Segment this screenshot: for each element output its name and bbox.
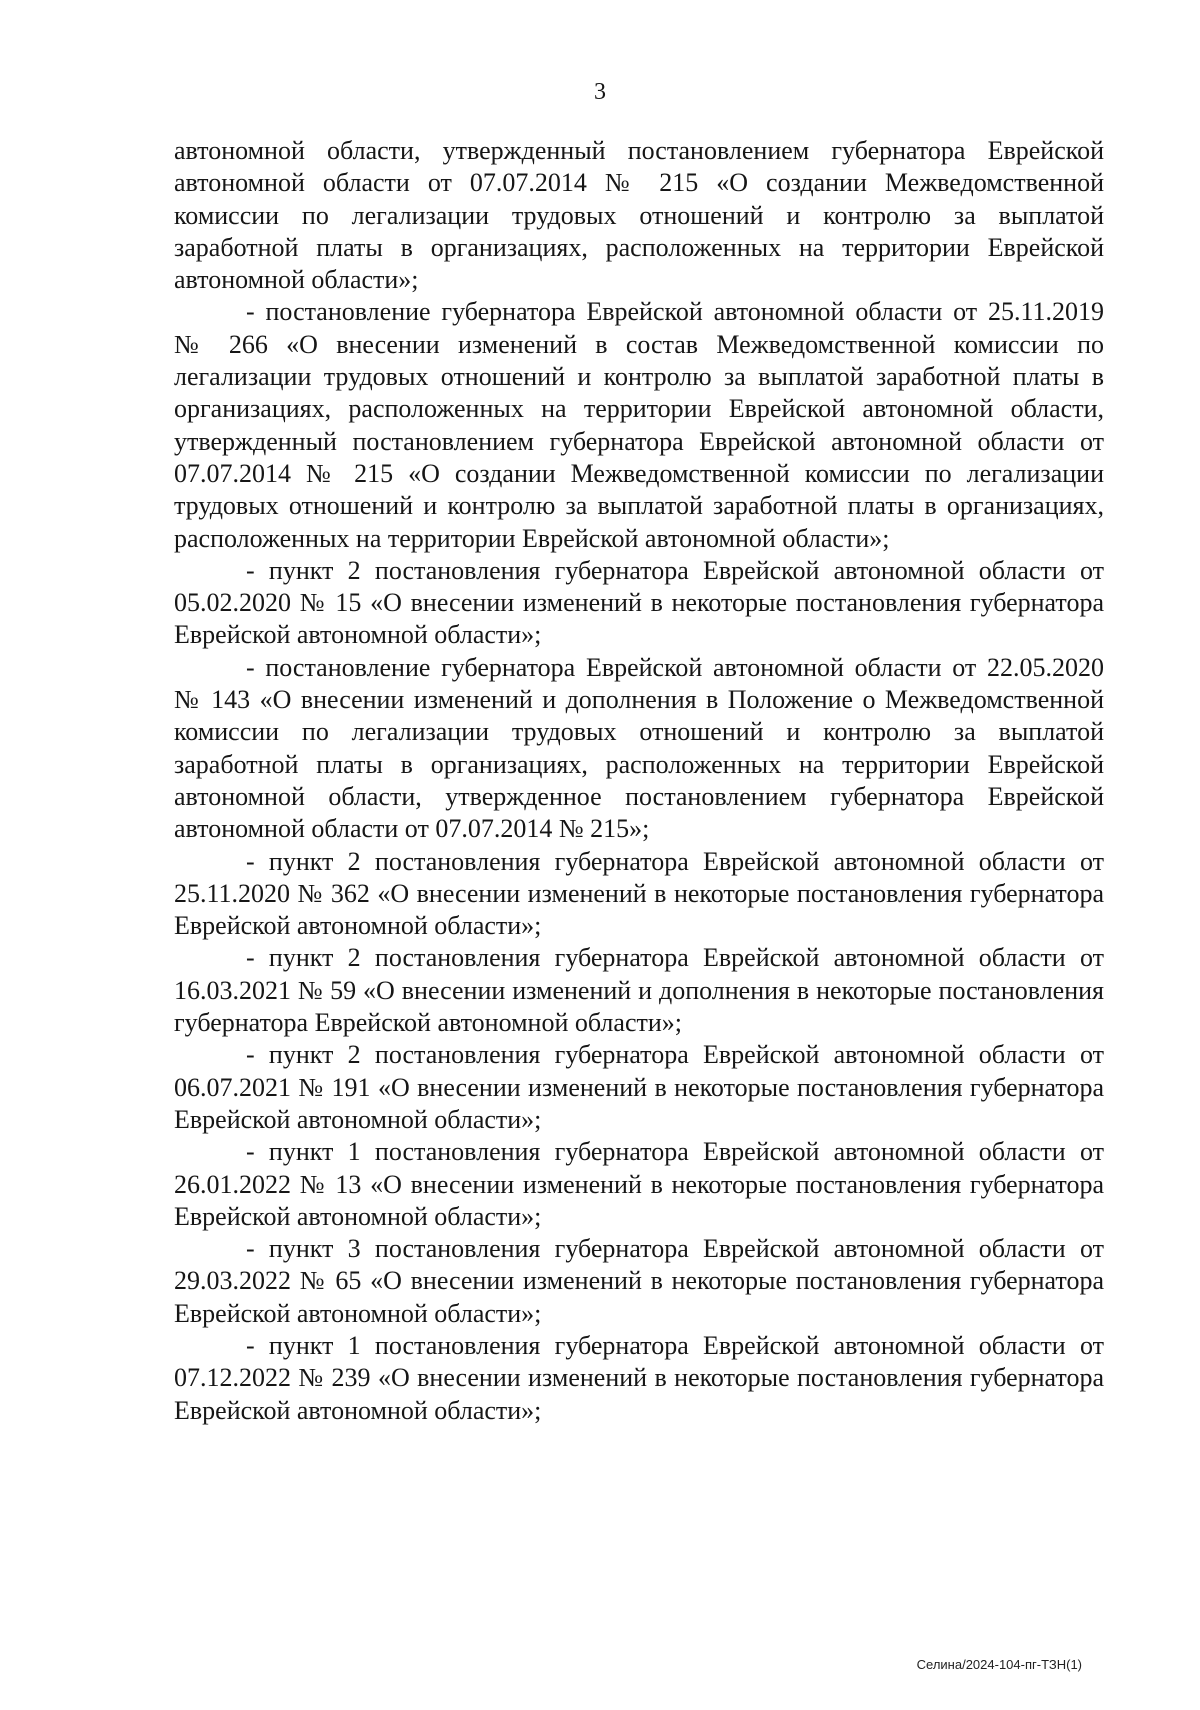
page-number: 3 <box>594 79 606 105</box>
list-item-9: - пункт 1 постановления губернатора Еврейской автономной области от 07.12.2022 № 239 «О внесении изменений в некоторые постановления губернатора Еврейской автономной области»; <box>174 1330 1104 1425</box>
list-item-5: - пункт 2 постановления губернатора Еврейской автономной области от 16.03.2021 № 59 «О внесении изменений и дополнения в некоторые постановления губернатора Еврейской автономной области»; <box>174 943 1104 1038</box>
footer-document-code: Селина/2024-104-пг-ТЗН(1) <box>916 1657 1082 1672</box>
list-item-4: - пункт 2 постановления губернатора Еврейской автономной области от 25.11.2020 № 362 «О внесении изменений в некоторые постановления губернатора Еврейской автономной области»; <box>174 846 1104 941</box>
paragraph-0: автономной области, утвержденный постановлением губернатора Еврейской автономной области от 07.07.2014 № 215 «О создании Межведомственной комиссии по легализации трудовых отношений и контролю за выплатой заработной платы в организациях, расположенных на территории Еврейской автономной области»; <box>174 136 1104 295</box>
list-item-2: - пункт 2 постановления губернатора Еврейской автономной области от 05.02.2020 № 15 «О внесении изменений в некоторые постановления губернатора Еврейской автономной области»; <box>174 555 1104 650</box>
list-item-1: - постановление губернатора Еврейской автономной области от 25.11.2019 № 266 «О внесении изменений в состав Межведомственной комиссии по легализации трудовых отношений и контролю за выплатой заработной платы в организациях, расположенных на территории Еврейской автономной области, утвержденный постановлением губернатора Еврейской автономной области от 07.07.2014 № 215 «О создании Межведомственной комиссии по легализации трудовых отношений и контролю за выплатой заработной платы в организациях, расположенных на территории Еврейской автономной области»; <box>174 297 1104 553</box>
document-body <box>174 135 1104 1427</box>
list-item-3: - постановление губернатора Еврейской автономной области от 22.05.2020 № 143 «О внесении изменений и дополнения в Положение о Межведомственной комиссии по легализации трудовых отношений и контролю за выплатой заработной платы в организациях, расположенных на территории Еврейской автономной области, утвержденное постановлением губернатора Еврейской автономной области от 07.07.2014 № 215»; <box>174 652 1104 844</box>
list-item-8: - пункт 3 постановления губернатора Еврейской автономной области от 29.03.2022 № 65 «О внесении изменений в некоторые постановления губернатора Еврейской автономной области»; <box>174 1234 1104 1328</box>
list-item-7: - пункт 1 постановления губернатора Еврейской автономной области от 26.01.2022 № 13 «О внесении изменений в некоторые постановления губернатора Еврейской автономной области»; <box>174 1137 1104 1231</box>
list-item-6: - пункт 2 постановления губернатора Еврейской автономной области от 06.07.2021 № 191 «О внесении изменений в некоторые постановления губернатора Еврейской автономной области»; <box>174 1040 1104 1134</box>
